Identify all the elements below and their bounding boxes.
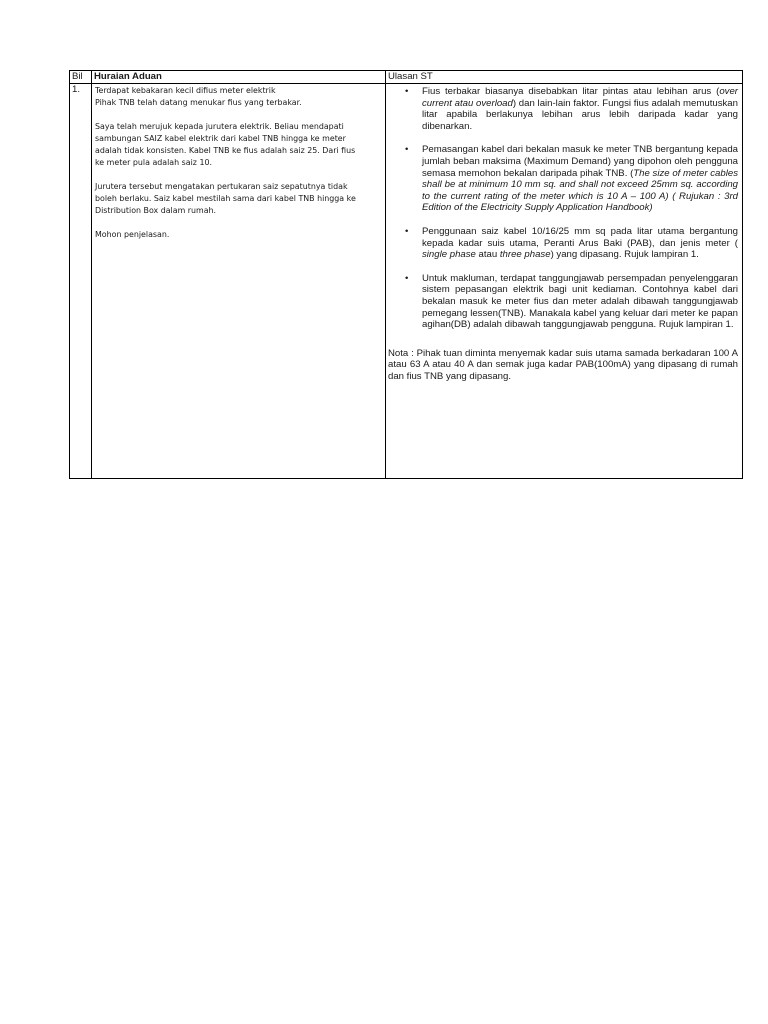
complaint-line: sambungan SAIZ kabel elektrik dari kabel TNB hingga ke meter (95, 134, 346, 143)
response-text: Untuk makluman, terdapat tanggungjawab persempadan penyelenggaran sistem pepasangan elektrik bagi unit kediaman. Contohnya kabel dari bekalan masuk ke meter fius dan meter adalah dibawah tanggungjawab pemegang lessen(TNB). Manakala kabel yang keluar dari meter ke papan agihan(DB) adalah dibawah tanggungjawab pengguna. Rujuk lampiran 1. (422, 272, 738, 331)
response-bullet-responsibility (388, 273, 738, 331)
header-huraian-aduan: Huraian Aduan (92, 71, 386, 84)
response-bullet-cable-installation (388, 144, 738, 214)
bullet-icon: • (405, 144, 409, 156)
bullet-icon: • (405, 272, 409, 284)
row-number: 1. (70, 84, 92, 479)
header-ulasan-st: Ulasan ST (386, 71, 743, 84)
response-text: Penggunaan saiz kabel 10/16/25 mm sq pada litar utama bergantung kepada kadar suis utama, Peranti Arus Baki (PAB), dan jenis meter ( (422, 225, 738, 249)
response-bullet-fuse (388, 86, 738, 132)
response-italic-text: over current atau overload (422, 86, 738, 109)
response-text: Pemasangan kabel dari bekalan masuk ke meter TNB bergantung kepada jumlah beban maksima (Maximum Demand) yang dipohon oleh pengguna semasa memohon bekalan daripada pihak TNB. ( (422, 144, 738, 179)
complaint-table (69, 70, 743, 479)
response-note: Nota : Pihak tuan diminta menyemak kadar suis utama samada berkadaran 100 A atau 63 A atau 40 A dan semak juga kadar PAB(100mA) yang dipasang di rumah dan fius TNB yang dipasang. (388, 347, 738, 382)
table-row (70, 84, 743, 479)
response-bullet-cable-size (388, 226, 738, 261)
complaint-line: Saya telah merujuk kepada jurutera elektrik. Beliau mendapati (95, 122, 344, 131)
st-response (386, 84, 743, 479)
complaint-line: Jurutera tersebut mengatakan pertukaran saiz sepatutnya tidak (95, 182, 348, 191)
response-italic-text: single phase (422, 249, 476, 261)
complaint-line: ke meter pula adalah saiz 10. (95, 158, 212, 167)
response-bullet-list (388, 86, 738, 331)
response-italic-text: The size of meter cables shall be at minimum 10 mm sq. and shall not exceed 25mm sq. according to the current rating of the meter which is 10 A – 100 A) ( Rujukan : 3rd Edition of the Electricity Supply Application Handbook) (422, 167, 738, 214)
bullet-icon: • (405, 225, 409, 237)
response-italic-text: three phase (499, 249, 551, 261)
complaint-line: Distribution Box dalam rumah. (95, 206, 217, 215)
response-text: Fius terbakar biasanya disebabkan litar pintas atau lebihan arus ( (422, 86, 720, 97)
complaint-line: boleh berlaku. Saiz kabel mestilah sama dari kabel TNB hingga ke (95, 194, 356, 203)
response-text: ) dan lain-lain faktor. Fungsi fius adalah memutuskan litar apabila berlakunya lebihan arus lebih daripada kadar yang dibenarkan. (422, 97, 738, 132)
header-bil: Bil (70, 71, 92, 84)
complaint-line: Mohon penjelasan. (95, 230, 170, 239)
complaint-paragraph (95, 229, 382, 241)
table-header-row (70, 71, 743, 84)
complaint-paragraph (95, 85, 382, 109)
bullet-icon: • (405, 86, 409, 97)
response-text: ) yang dipasang. Rujuk lampiran 1. (550, 249, 699, 261)
complaint-paragraph (95, 181, 382, 217)
complaint-line: adalah tidak konsisten. Kabel TNB ke fius adalah saiz 25. Dari fius (95, 146, 356, 155)
complaint-line: Pihak TNB telah datang menukar fius yang terbakar. (95, 98, 302, 107)
response-text: atau (475, 249, 500, 261)
complaint-paragraph (95, 121, 382, 169)
complaint-line: Terdapat kebakaran kecil difius meter elektrik (95, 86, 276, 95)
complaint-description (92, 84, 386, 479)
